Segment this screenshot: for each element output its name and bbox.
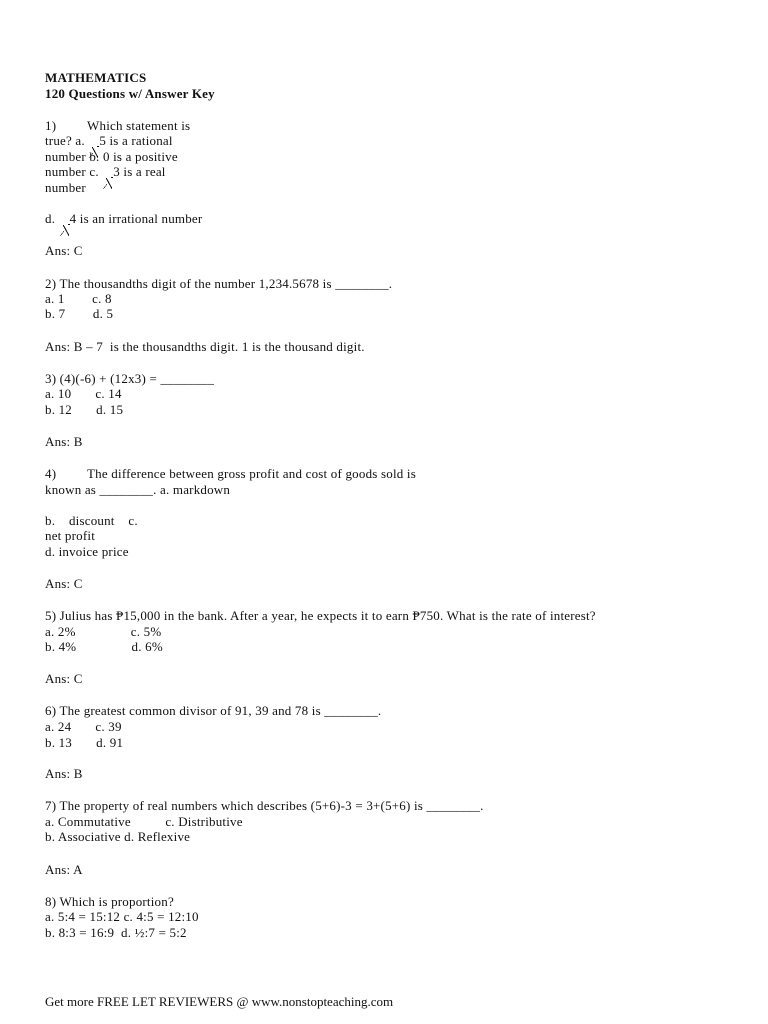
- q6-answer: Ans: B: [45, 766, 83, 781]
- q7-choices-row-1: a. Commutative c. Distributive: [45, 814, 243, 829]
- q1-line-3: number b. 0 is a positive: [45, 149, 178, 164]
- q4-line-2: known as ________. a. markdown: [45, 482, 231, 497]
- footer-promo-text: Get more FREE LET REVIEWERS @ www.nonstopteaching.com: [45, 994, 394, 1009]
- q8-choices-row-2: b. 8:3 = 16:9 d. ½:7 = 5:2: [45, 925, 187, 940]
- q4-line-5: d. invoice price: [45, 544, 129, 559]
- q3-answer: Ans: B: [45, 434, 83, 449]
- q6-question: 6) The greatest common divisor of 91, 39 and 78 is ________.: [45, 703, 382, 718]
- q2-answer: Ans: B – 7 is the thousandths digit. 1 is the thousand digit.: [45, 339, 365, 354]
- q1-line-2: true? a. 5 is a rational: [45, 133, 173, 148]
- q2-choices-row-2: b. 7 d. 5: [45, 306, 114, 321]
- q8-choices-row-1: a. 5:4 = 15:12 c. 4:5 = 12:10: [45, 909, 199, 924]
- q8-question: 8) Which is proportion?: [45, 894, 174, 909]
- q7-answer: Ans: A: [45, 862, 83, 877]
- q3-choices-row-1: a. 10 c. 14: [45, 386, 122, 401]
- q1-line-6: d. 4 is an irrational number: [45, 211, 203, 226]
- q5-answer: Ans: C: [45, 671, 83, 686]
- document-title: MATHEMATICS: [45, 70, 147, 85]
- q5-choices-row-1: a. 2% c. 5%: [45, 624, 162, 639]
- q7-choices-row-2: b. Associative d. Reflexive: [45, 829, 191, 844]
- q3-question: 3) (4)(-6) + (12x3) = ________: [45, 371, 215, 386]
- q1-answer: Ans: C: [45, 243, 83, 258]
- document-subtitle: 120 Questions w/ Answer Key: [45, 86, 215, 101]
- q1-line-5: number: [45, 180, 86, 195]
- q1-line-1: 1) Which statement is: [45, 118, 191, 133]
- q6-choices-row-2: b. 13 d. 91: [45, 735, 124, 750]
- q4-line-3: b. discount c.: [45, 513, 138, 528]
- q4-line-4: net profit: [45, 528, 96, 543]
- q3-choices-row-2: b. 12 d. 15: [45, 402, 124, 417]
- q2-choices-row-1: a. 1 c. 8: [45, 291, 112, 306]
- q1-line-4: number c. 3 is a real: [45, 164, 166, 179]
- q4-line-1: 4) The difference between gross profit and cost of goods sold is: [45, 466, 416, 481]
- q2-question: 2) The thousandths digit of the number 1,234.5678 is ________.: [45, 276, 393, 291]
- q7-question: 7) The property of real numbers which describes (5+6)-3 = 3+(5+6) is ________.: [45, 798, 484, 813]
- q6-choices-row-1: a. 24 c. 39: [45, 719, 122, 734]
- q5-choices-row-2: b. 4% d. 6%: [45, 639, 163, 654]
- q4-answer: Ans: C: [45, 576, 83, 591]
- q5-question: 5) Julius has ₱15,000 in the bank. After a year, he expects it to earn ₱750. What is the rate of interest?: [45, 608, 596, 623]
